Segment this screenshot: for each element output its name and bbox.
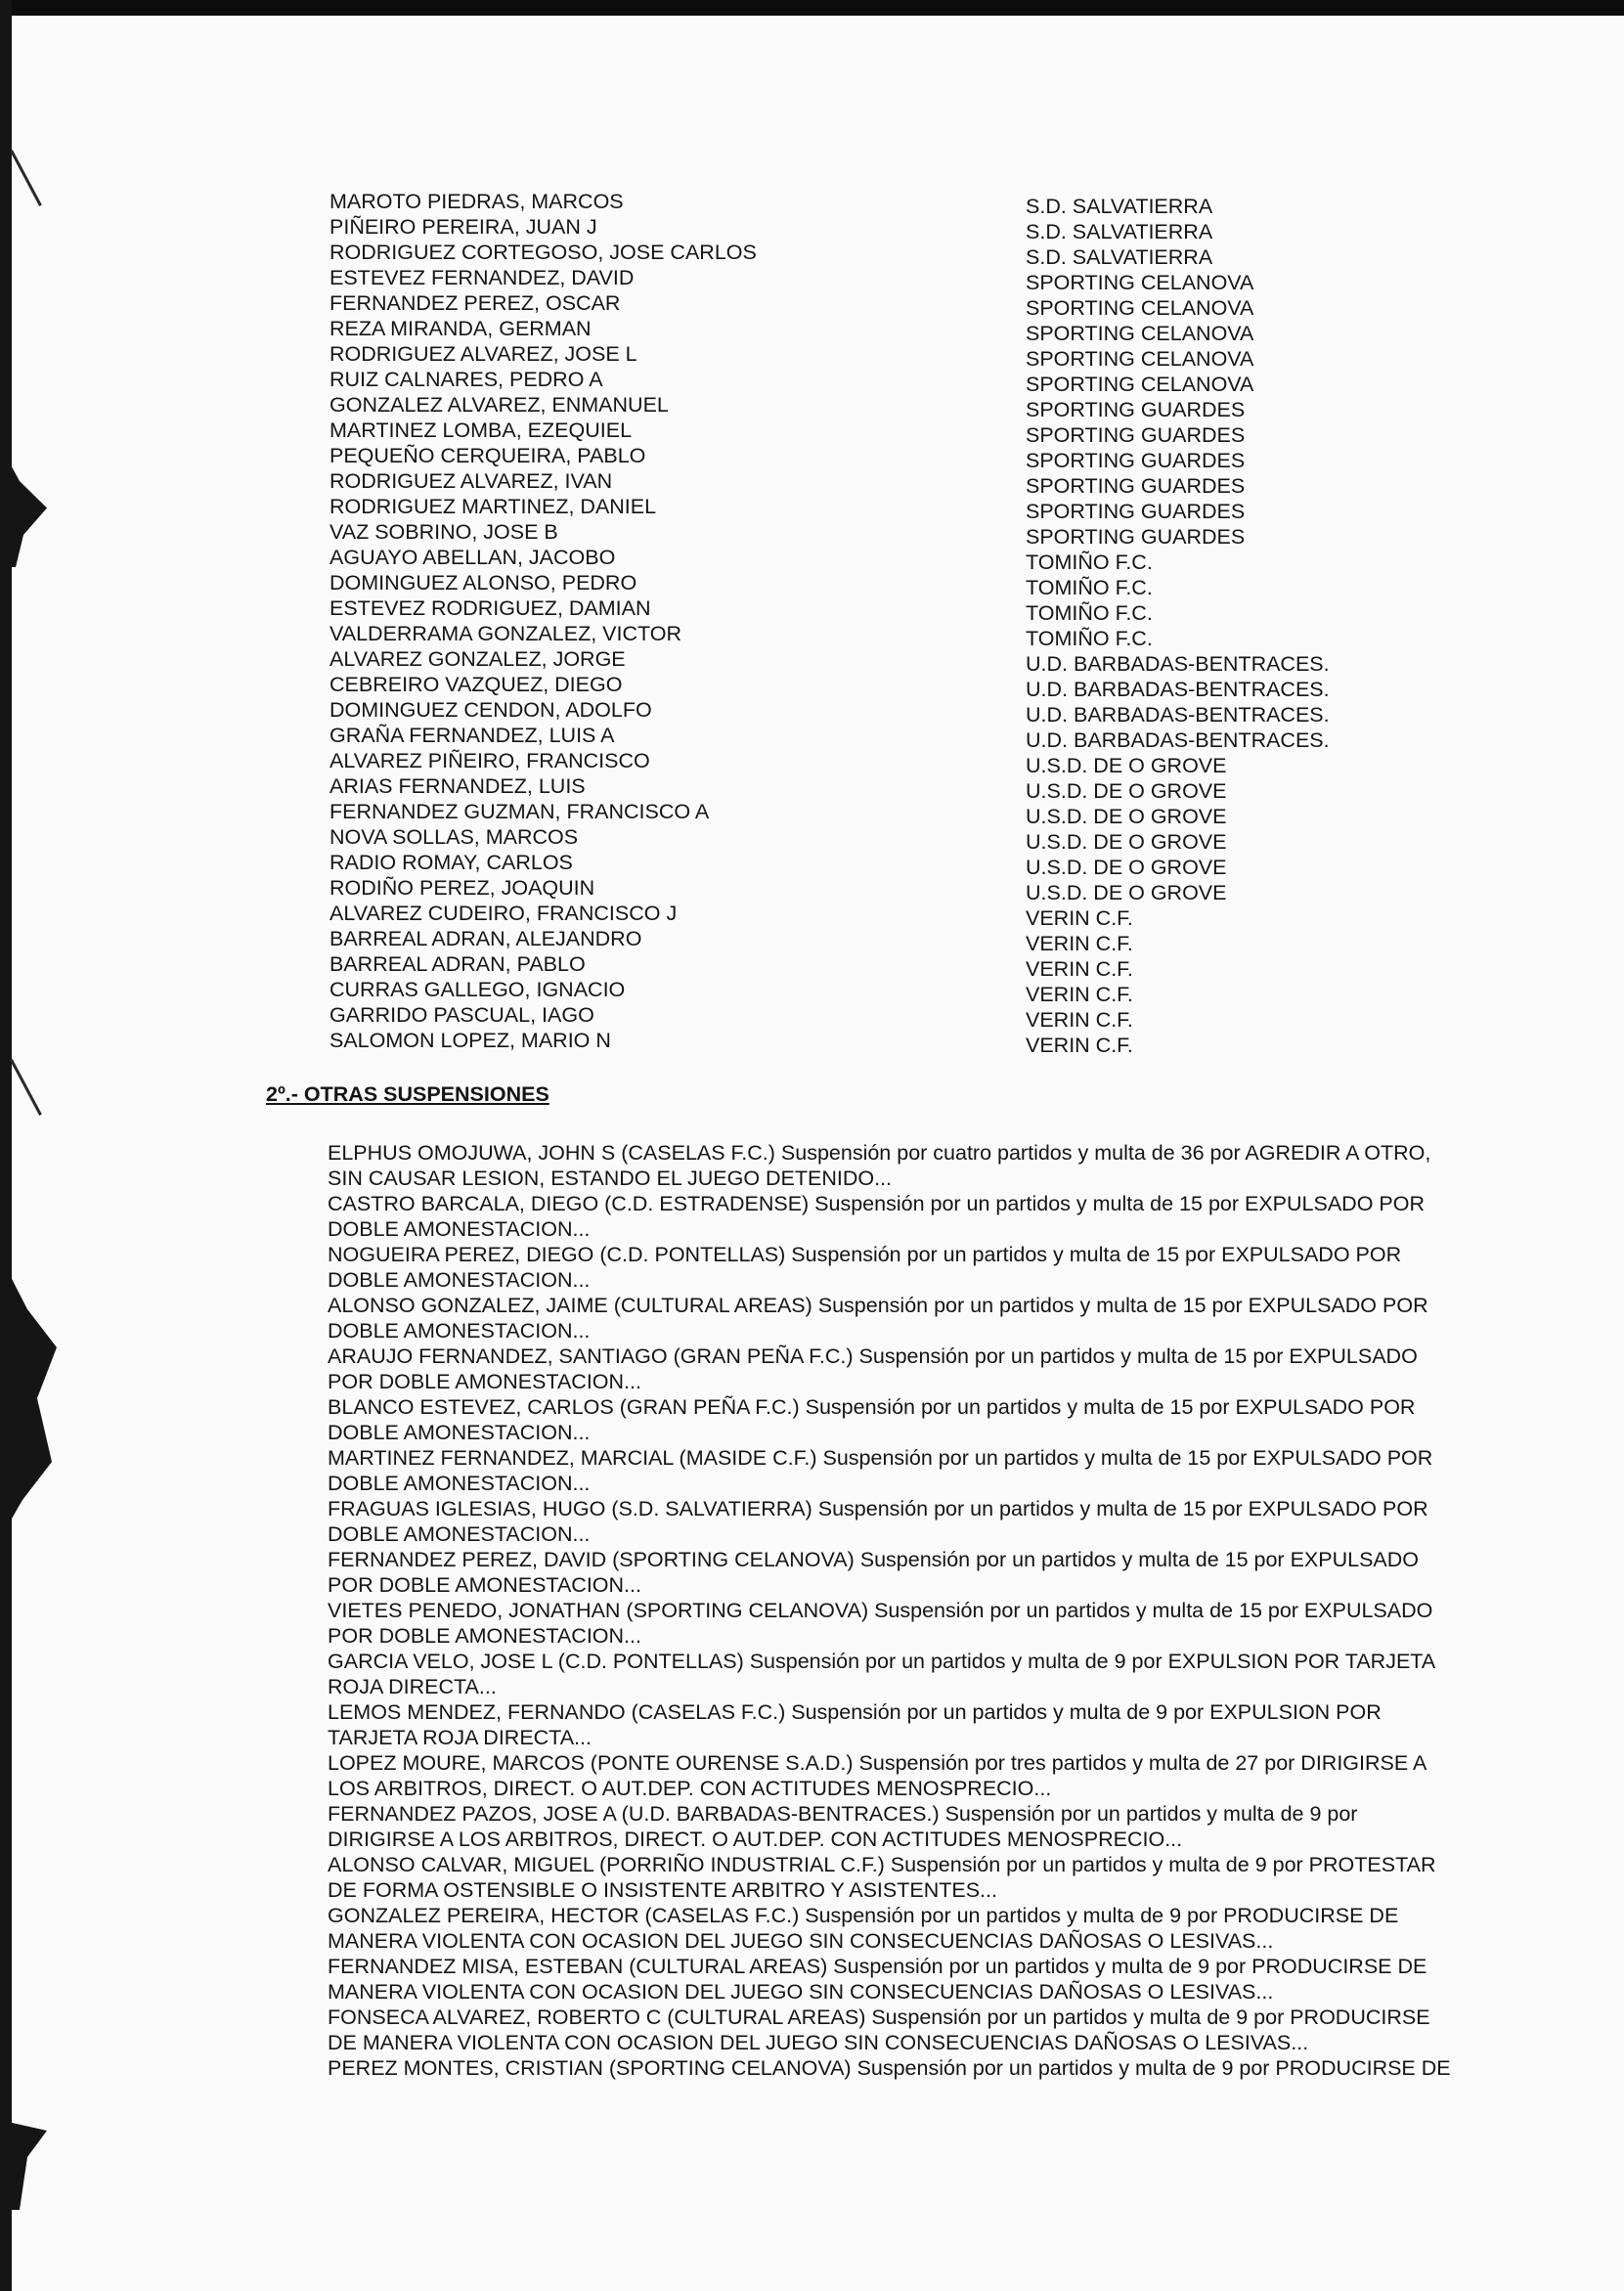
- player-name: ESTEVEZ FERNANDEZ, DAVID: [329, 266, 635, 289]
- sanction-text-line: FONSECA ALVAREZ, ROBERTO C (CULTURAL AREAS) Suspensión por un partidos y multa de 9 por PRODUCIRSE: [328, 2005, 1430, 2029]
- player-club: SPORTING GUARDES: [1026, 423, 1246, 447]
- player-club: SPORTING CELANOVA: [1026, 322, 1254, 345]
- torn-edge-mark: [8, 460, 47, 567]
- scan-crease-mark: [10, 1059, 42, 1116]
- player-name: ARIAS FERNANDEZ, LUIS: [329, 774, 586, 798]
- sanction-text-line: LEMOS MENDEZ, FERNANDO (CASELAS F.C.) Suspensión por un partidos y multa de 9 por EXPULSION POR: [328, 1700, 1382, 1724]
- player-club: VERIN C.F.: [1026, 906, 1133, 930]
- sanction-text-line: LOPEZ MOURE, MARCOS (PONTE OURENSE S.A.D.) Suspensión por tres partidos y multa de 27 por DIRIGIRSE A: [328, 1751, 1427, 1775]
- sanction-text-line: DOBLE AMONESTACION...: [328, 1472, 591, 1495]
- player-name: RODRIGUEZ ALVAREZ, JOSE L: [329, 342, 637, 366]
- sanction-text-line: MANERA VIOLENTA CON OCASION DEL JUEGO SIN CONSECUENCIAS DAÑOSAS O LESIVAS...: [328, 1980, 1274, 2004]
- sanction-text-line: DOBLE AMONESTACION...: [328, 1268, 591, 1292]
- player-name: REZA MIRANDA, GERMAN: [329, 317, 592, 340]
- player-club: U.S.D. DE O GROVE: [1026, 830, 1227, 854]
- sanction-text-line: DIRIGIRSE A LOS ARBITROS, DIRECT. O AUT.DEP. CON ACTITUDES MENOSPRECIO...: [328, 1828, 1183, 1851]
- player-name: MAROTO PIEDRAS, MARCOS: [329, 190, 624, 213]
- sanction-text-line: MANERA VIOLENTA CON OCASION DEL JUEGO SIN CONSECUENCIAS DAÑOSAS O LESIVAS...: [328, 1929, 1274, 1953]
- scan-top-border: [0, 0, 1624, 16]
- torn-edge-mark: [8, 1271, 57, 1525]
- sanction-text-line: GARCIA VELO, JOSE L (C.D. PONTELLAS) Suspensión por un partidos y multa de 9 por EXPULSION POR TARJETA: [328, 1650, 1436, 1673]
- sanction-text-line: MARTINEZ FERNANDEZ, MARCIAL (MASIDE C.F.) Suspensión por un partidos y multa de 15 por EXPULSADO POR: [328, 1446, 1433, 1470]
- player-club: SPORTING GUARDES: [1026, 398, 1246, 421]
- player-name: RODIÑO PEREZ, JOAQUIN: [329, 876, 595, 900]
- torn-edge-mark: [8, 2122, 47, 2210]
- player-club: U.D. BARBADAS-BENTRACES.: [1026, 728, 1330, 752]
- player-name: NOVA SOLLAS, MARCOS: [329, 825, 579, 849]
- player-club: SPORTING CELANOVA: [1026, 373, 1254, 396]
- player-club: VERIN C.F.: [1026, 957, 1133, 981]
- sanction-text-line: FERNANDEZ PAZOS, JOSE A (U.D. BARBADAS-BENTRACES.) Suspensión por un partidos y multa de 9 por: [328, 1802, 1358, 1826]
- player-row: [329, 189, 1366, 218]
- sanction-text-line: POR DOBLE AMONESTACION...: [328, 1370, 641, 1393]
- sanction-text-line: FERNANDEZ PEREZ, DAVID (SPORTING CELANOVA) Suspensión por un partidos y multa de 15 por EXPULSADO: [328, 1548, 1420, 1571]
- player-name: CEBREIRO VAZQUEZ, DIEGO: [329, 673, 623, 696]
- sanction-text-line: POR DOBLE AMONESTACION...: [328, 1573, 641, 1597]
- player-name: DOMINGUEZ CENDON, ADOLFO: [329, 698, 652, 722]
- player-name: FERNANDEZ GUZMAN, FRANCISCO A: [329, 800, 710, 823]
- player-name: GRAÑA FERNANDEZ, LUIS A: [329, 724, 615, 747]
- player-club: U.D. BARBADAS-BENTRACES.: [1026, 678, 1330, 701]
- player-club: U.S.D. DE O GROVE: [1026, 856, 1227, 879]
- player-name: AGUAYO ABELLAN, JACOBO: [329, 546, 616, 569]
- player-name: VALDERRAMA GONZALEZ, VICTOR: [329, 622, 681, 645]
- sanction-text-line: VIETES PENEDO, JONATHAN (SPORTING CELANOVA) Suspensión por un partidos y multa de 15 por EXPULSADO: [328, 1599, 1433, 1622]
- sanction-text-line: SIN CAUSAR LESION, ESTANDO EL JUEGO DETENIDO...: [328, 1167, 893, 1190]
- player-name: MARTINEZ LOMBA, EZEQUIEL: [329, 419, 633, 442]
- player-club: SPORTING GUARDES: [1026, 449, 1246, 472]
- player-name: ALVAREZ PIÑEIRO, FRANCISCO: [329, 749, 650, 772]
- player-name: RODRIGUEZ ALVAREZ, IVAN: [329, 469, 613, 493]
- player-club: VERIN C.F.: [1026, 932, 1133, 955]
- player-club: TOMIÑO F.C.: [1026, 627, 1153, 650]
- sanction-text-line: ARAUJO FERNANDEZ, SANTIAGO (GRAN PEÑA F.C.) Suspensión por un partidos y multa de 15 por EXPULSADO: [328, 1344, 1418, 1368]
- player-name: RADIO ROMAY, CARLOS: [329, 851, 573, 874]
- sanction-text-line: TARJETA ROJA DIRECTA...: [328, 1726, 592, 1749]
- other-suspensions-list: [328, 1140, 1506, 2081]
- player-name: VAZ SOBRINO, JOSE B: [329, 520, 558, 544]
- player-name: RUIZ CALNARES, PEDRO A: [329, 368, 603, 391]
- sanction-text-line: ALONSO CALVAR, MIGUEL (PORRIÑO INDUSTRIAL C.F.) Suspensión por un partidos y multa de 9 por PROTESTAR: [328, 1853, 1436, 1876]
- player-club: U.S.D. DE O GROVE: [1026, 779, 1227, 803]
- sanction-text-line: ROJA DIRECTA...: [328, 1675, 497, 1698]
- player-name: RODRIGUEZ CORTEGOSO, JOSE CARLOS: [329, 241, 757, 264]
- sanction-text-line: DOBLE AMONESTACION...: [328, 1421, 591, 1444]
- player-name: GONZALEZ ALVAREZ, ENMANUEL: [329, 393, 669, 417]
- section-heading: 2º.- OTRAS SUSPENSIONES: [266, 1082, 549, 1106]
- scan-crease-mark: [10, 150, 42, 206]
- player-club: S.D. SALVATIERRA: [1026, 195, 1213, 218]
- player-club: SPORTING CELANOVA: [1026, 347, 1254, 371]
- player-club: U.S.D. DE O GROVE: [1026, 754, 1227, 777]
- sanction-text-line: NOGUEIRA PEREZ, DIEGO (C.D. PONTELLAS) Suspensión por un partidos y multa de 15 por EXPULSADO POR: [328, 1243, 1402, 1266]
- player-club: U.D. BARBADAS-BENTRACES.: [1026, 652, 1330, 676]
- player-name: CURRAS GALLEGO, IGNACIO: [329, 978, 626, 1001]
- sanction-text-line: DOBLE AMONESTACION...: [328, 1217, 591, 1241]
- player-club: SPORTING GUARDES: [1026, 500, 1246, 523]
- player-name: BARREAL ADRAN, PABLO: [329, 952, 586, 976]
- sanction-text-line: ELPHUS OMOJUWA, JOHN S (CASELAS F.C.) Suspensión por cuatro partidos y multa de 36 por AGREDIR A OTRO,: [328, 1141, 1431, 1165]
- sanction-text-line: FERNANDEZ MISA, ESTEBAN (CULTURAL AREAS) Suspensión por un partidos y multa de 9 por PRODUCIRSE DE: [328, 1955, 1427, 1978]
- sanction-text-line: CASTRO BARCALA, DIEGO (C.D. ESTRADENSE) Suspensión por un partidos y multa de 15 por EXPULSADO POR: [328, 1192, 1425, 1215]
- player-club: TOMIÑO F.C.: [1026, 551, 1153, 574]
- player-name: ESTEVEZ RODRIGUEZ, DAMIAN: [329, 596, 651, 620]
- sanction-text-line: POR DOBLE AMONESTACION...: [328, 1624, 641, 1648]
- player-club: VERIN C.F.: [1026, 1034, 1133, 1057]
- sanction-text-line: ALONSO GONZALEZ, JAIME (CULTURAL AREAS) Suspensión por un partidos y multa de 15 por EXPULSADO POR: [328, 1294, 1428, 1317]
- scan-left-border: [0, 0, 12, 2291]
- player-club: SPORTING GUARDES: [1026, 525, 1246, 549]
- player-club: U.S.D. DE O GROVE: [1026, 881, 1227, 904]
- sanction-text-line: LOS ARBITROS, DIRECT. O AUT.DEP. CON ACTITUDES MENOSPRECIO...: [328, 1777, 1052, 1800]
- player-club: S.D. SALVATIERRA: [1026, 220, 1213, 243]
- player-club: VERIN C.F.: [1026, 983, 1133, 1006]
- player-name: ALVAREZ GONZALEZ, JORGE: [329, 647, 626, 671]
- player-club: U.D. BARBADAS-BENTRACES.: [1026, 703, 1330, 727]
- sanction-text-line: GONZALEZ PEREIRA, HECTOR (CASELAS F.C.) Suspensión por un partidos y multa de 9 por PRODUCIRSE DE: [328, 1904, 1399, 1927]
- player-name: GARRIDO PASCUAL, IAGO: [329, 1003, 594, 1027]
- player-club: SPORTING CELANOVA: [1026, 271, 1254, 294]
- sanction-text-line: DE FORMA OSTENSIBLE O INSISTENTE ARBITRO Y ASISTENTES...: [328, 1878, 997, 1902]
- sanction-text-line: DE MANERA VIOLENTA CON OCASION DEL JUEGO SIN CONSECUENCIAS DAÑOSAS O LESIVAS...: [328, 2031, 1309, 2054]
- suspended-players-list: [329, 189, 1366, 1057]
- player-club: VERIN C.F.: [1026, 1008, 1133, 1032]
- player-name: PIÑEIRO PEREIRA, JUAN J: [329, 215, 597, 239]
- sanction-text-line: DOBLE AMONESTACION...: [328, 1522, 591, 1546]
- player-club: U.S.D. DE O GROVE: [1026, 805, 1227, 828]
- player-club: TOMIÑO F.C.: [1026, 576, 1153, 599]
- player-name: SALOMON LOPEZ, MARIO N: [329, 1029, 611, 1052]
- player-club: SPORTING CELANOVA: [1026, 296, 1254, 320]
- sanction-text-line: DOBLE AMONESTACION...: [328, 1319, 591, 1343]
- sanction-text-line: BLANCO ESTEVEZ, CARLOS (GRAN PEÑA F.C.) Suspensión por un partidos y multa de 15 por EXPULSADO POR: [328, 1395, 1416, 1419]
- player-name: BARREAL ADRAN, ALEJANDRO: [329, 927, 642, 950]
- sanction-text-line: FRAGUAS IGLESIAS, HUGO (S.D. SALVATIERRA) Suspensión por un partidos y multa de 15 por EXPULSADO POR: [328, 1497, 1428, 1520]
- player-name: FERNANDEZ PEREZ, OSCAR: [329, 291, 621, 315]
- sanction-text-line: PEREZ MONTES, CRISTIAN (SPORTING CELANOVA) Suspensión por un partidos y multa de 9 por PRODUCIRSE DE: [328, 2056, 1451, 2080]
- player-club: S.D. SALVATIERRA: [1026, 245, 1213, 269]
- player-club: SPORTING GUARDES: [1026, 474, 1246, 498]
- player-name: RODRIGUEZ MARTINEZ, DANIEL: [329, 495, 657, 518]
- player-name: PEQUEÑO CERQUEIRA, PABLO: [329, 444, 646, 467]
- player-club: TOMIÑO F.C.: [1026, 601, 1153, 625]
- player-name: DOMINGUEZ ALONSO, PEDRO: [329, 571, 637, 595]
- player-name: ALVAREZ CUDEIRO, FRANCISCO J: [329, 902, 678, 925]
